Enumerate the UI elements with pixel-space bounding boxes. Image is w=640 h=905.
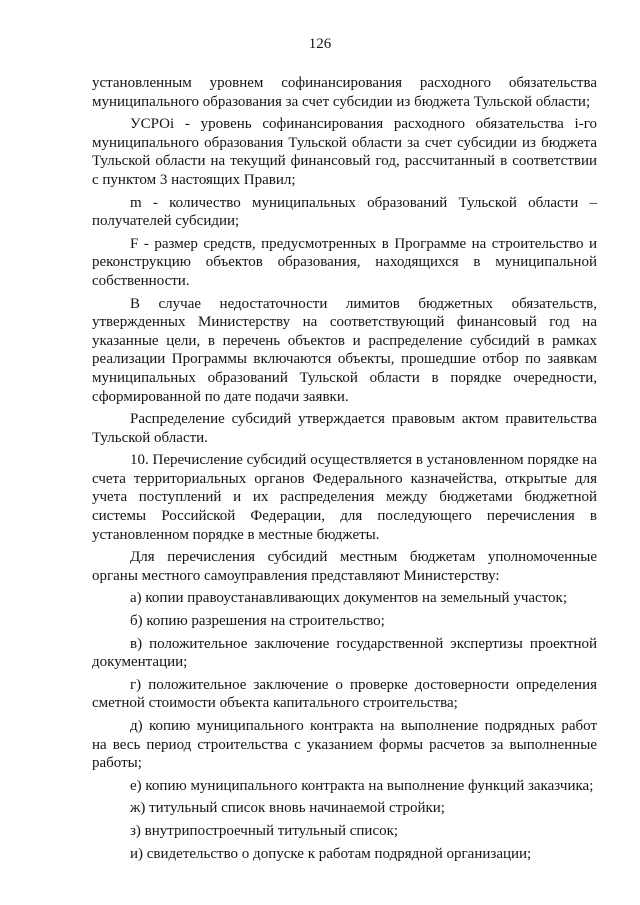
list-item-z: з) внутрипостроечный титульный список; [130, 822, 399, 839]
list-item-g: г) положительное заключение о проверке достоверности определения сметной стоимости объекта капитального строительства; [92, 676, 597, 712]
document-body [92, 74, 597, 867]
page-number: 126 [308, 36, 332, 52]
list-item-b: б) копию разрешения на строительство; [130, 613, 385, 630]
list-item-a: а) копии правоустанавливающих документов на земельный участок; [130, 590, 567, 607]
list-item-zh: ж) титульный список вновь начинаемой стройки; [130, 800, 445, 817]
paragraph-usro-definition: УСРОi - уровень софинансирования расходного обязательства i-го муниципального образования Тульской области за счет субсидии из бюджета Тульской области на текущий финансовый год, рассчитанный в соответствии с пунктом 3 настоящих Правил; [92, 116, 597, 188]
list-item-e: е) копию муниципального контракта на выполнение функций заказчика; [130, 777, 594, 794]
paragraph-insufficient-limits: В случае недостаточности лимитов бюджетных обязательств, утвержденных Министерству на соответствующий финансовый год на указанные цели, в перечень объектов и распределение субсидий в рамках реализации Программы включаются объекты, прошедшие отбор по заявкам муниципальных образований Тульской области в порядке очередности, сформированной по дате подачи заявки. [92, 295, 597, 405]
paragraph-distribution: Распределение субсидий утверждается правовым актом правительства Тульской области. [92, 411, 597, 446]
paragraph-clause-10: 10. Перечисление субсидий осуществляется в установленном порядке на счета территориальных органов Федерального казначейства, открытые для учета поступлений и их распределения между бюджетами бюджетной системы Российской Федерации, для последующего перечисления в установленном порядке в местные бюджеты. [92, 452, 597, 543]
list-item-v: в) положительное заключение государственной экспертизы проектной документации; [92, 635, 597, 671]
paragraph-documents-intro: Для перечисления субсидий местным бюджетам уполномоченные органы местного самоуправления представляют Министерству: [92, 549, 597, 584]
list-item-d: д) копию муниципального контракта на выполнение подрядных работ на весь период строительства с указанием формы расчетов за выполненные работы; [92, 718, 597, 772]
paragraph-f-definition: F - размер средств, предусмотренных в Программе на строительство и реконструкцию объектов образования, находящихся в муниципальной собственности. [92, 235, 597, 289]
paragraph-m-definition: m - количество муниципальных образований Тульской области – получателей субсидии; [92, 194, 597, 230]
paragraph-continuation: установленным уровнем софинансирования расходного обязательства муниципального образования за счет субсидии из бюджета Тульской области; [92, 75, 597, 110]
list-item-i: и) свидетельство о допуске к работам подрядной организации; [130, 845, 532, 862]
